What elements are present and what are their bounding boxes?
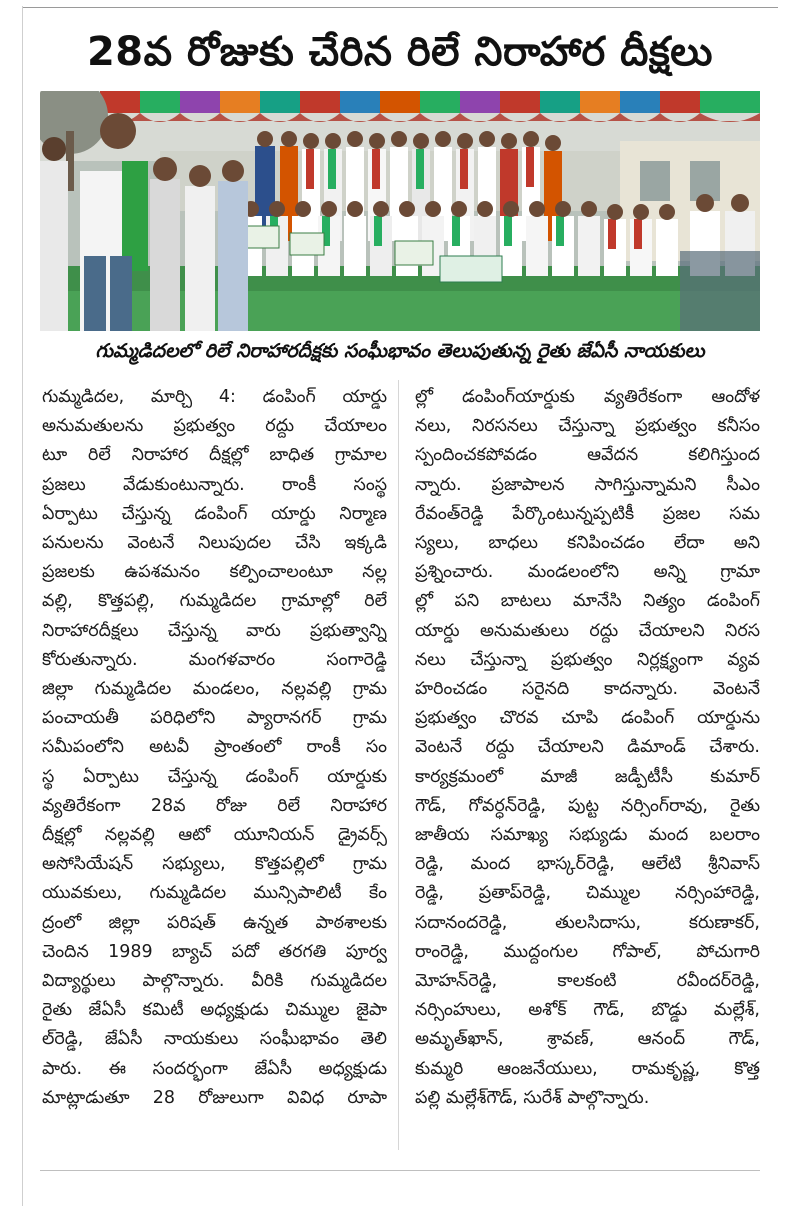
text-line: గౌడ్, గోవర్ధన్‌రెడ్డి, పుట్ట నర్సింగ్‌రావు, రైతు	[415, 795, 760, 816]
text-line: రెడ్డి, ప్రతాప్‌రెడ్డి, చిమ్ముల నర్సింహారెడ్డి,	[415, 883, 760, 904]
news-photo	[40, 91, 760, 331]
text-line: అనుమతులను ప్రభుత్వం రద్దు చేయాలం	[42, 416, 387, 437]
text-line: హరించడం సరైనది కాదన్నారు. వెంటనే	[415, 679, 760, 700]
article-column-left	[42, 383, 387, 1113]
text-line: గుమ్మడిదల, మార్చి 4: డంపింగ్ యార్డు	[42, 387, 387, 407]
text-line: నలు చేస్తున్నా ప్రభుత్వం నిర్లక్ష్యంగా వ్యవ	[415, 649, 760, 670]
text-line: స్థ ఏర్పాటు చేస్తున్న డంపింగ్ యార్డుకు	[42, 766, 387, 787]
text-line: జాతీయ సమాఖ్య సభ్యుడు మంద బలరాం	[415, 825, 760, 846]
text-line: రెడ్డి, మంద భాస్కర్‌రెడ్డి, ఆలేటి శ్రీనివాస్	[415, 854, 760, 875]
text-line: ద్రంలో జిల్లా పరిషత్ ఉన్నత పాఠశాలకు	[42, 912, 387, 933]
text-line: సమీపంలోని అటవీ ప్రాంతంలో రాంకీ సం	[42, 737, 387, 758]
text-line: వెంటనే రద్దు చేయాలని డిమాండ్ చేశారు.	[415, 737, 760, 758]
text-line: నలు, నిరసనలు చేస్తున్నా ప్రభుత్వం కనీసం	[415, 416, 760, 437]
headline: 28వ రోజుకు చేరిన రిలే నిరాహార దీక్షలు	[86, 29, 714, 75]
column-divider	[398, 380, 399, 1150]
text-line: జిల్లా గుమ్మడిదల మండలం, నల్లవల్లి గ్రామ	[42, 679, 387, 700]
text-line: కార్యక్రమంలో మాజీ జడ్పీటీసీ కుమార్	[415, 766, 760, 787]
text-line: రైతు జేఏసీ కమిటీ అధ్యక్షుడు చిమ్ముల జైపా	[42, 1000, 387, 1021]
text-line: రాంరెడ్డి, ముద్దంగుల గోపాల్, పోచుగారి	[415, 941, 760, 962]
text-line: వ్యతిరేకంగా 28వ రోజు రిలే నిరాహార	[42, 795, 387, 816]
text-line: పల్లి మల్లేశ్‌గౌడ్, సురేశ్ పాల్గొన్నారు.	[415, 1087, 650, 1108]
text-line: ల్‌రెడ్డి, జేఏసీ నాయకులు సంఘీభావం తెలి	[42, 1029, 387, 1050]
text-line: న్నారు. ప్రజాపాలన సాగిస్తున్నామని సీఎం	[415, 474, 760, 495]
bottom-rule	[40, 1170, 760, 1171]
text-line: పారు. ఈ సందర్భంగా జేఏసీ అధ్యక్షుడు	[42, 1058, 387, 1079]
text-line: విద్యార్థులు పాల్గొన్నారు. వీరికి గుమ్మడిదల	[42, 971, 387, 992]
text-line: ఏర్పాటు చేస్తున్న డంపింగ్ యార్డు నిర్మాణ	[42, 503, 387, 524]
text-line: టూ రిలే నిరాహార దీక్షల్లో బాధిత గ్రామాల	[42, 445, 387, 466]
text-line: ల్లో పని బాటలు మానేసి నిత్యం డంపింగ్	[415, 591, 760, 612]
text-line: సదానందరెడ్డి, తులసిదాసు, కరుణాకర్,	[415, 912, 760, 933]
text-line: నర్సింహులు, అశోక్ గౌడ్, బొడ్డు మల్లేశ్,	[415, 1000, 760, 1021]
article-column-right	[415, 383, 760, 1113]
text-line: దీక్షల్లో నల్లవల్లి ఆటో యూనియన్ డ్రైవర్స్	[42, 825, 387, 846]
text-line: పంచాయతీ పరిధిలోని ప్యారానగర్ గ్రామ	[42, 708, 387, 729]
text-line: మాట్లాడుతూ 28 రోజులుగా వివిధ రూపా	[42, 1087, 387, 1108]
text-line: ప్రశ్నించారు. మండలంలోని అన్ని గ్రామా	[415, 562, 760, 583]
text-line: ప్రభుత్వం చొరవ చూపి డంపింగ్ యార్డును	[415, 708, 760, 729]
text-line: వల్లి, కొత్తపల్లి, గుమ్మడిదల గ్రామాల్లో రిలే	[42, 591, 387, 612]
text-line: అమృత్‌ఖాన్, శ్రావణ్, ఆనంద్ గౌడ్,	[415, 1029, 760, 1050]
text-line: మోహన్‌రెడ్డి, కాలకంటి రవీందర్‌రెడ్డి,	[415, 971, 760, 992]
text-line: చెందిన 1989 బ్యాచ్ పదో తరగతి పూర్వ	[42, 941, 387, 962]
text-line: పనులను వెంటనే నిలుపుదల చేసి ఇక్కడి	[42, 533, 387, 554]
text-line: స్యలు, బాధలు కనిపించడం లేదా అని	[415, 533, 760, 554]
text-line: యువకులు, గుమ్మడిదల మున్సిపాలిటీ కేం	[42, 883, 387, 904]
photo-caption: గుమ్మడిదలలో రిలే నిరాహారదీక్షకు సంఘీభావం తెలుపుతున్న రైతు జేఏసీ నాయకులు	[95, 340, 705, 362]
text-line: కుమ్మరి ఆంజనేయులు, రామకృష్ణ, కొత్త	[415, 1058, 760, 1079]
text-line: అసోసియేషన్ సభ్యులు, కొత్తపల్లిలో గ్రామ	[42, 854, 387, 875]
text-line: స్పందించకపోవడం ఆవేదన కలిగిస్తుంద	[415, 445, 760, 466]
text-line: ప్రజలకు ఉపశమనం కల్పించాలంటూ నల్ల	[42, 562, 387, 583]
text-line: రేవంత్‌రెడ్డి పేర్కొంటున్నప్పటికీ ప్రజల సమ	[415, 503, 760, 524]
text-line: నిరాహారదీక్షలు చేస్తున్న వారు ప్రభుత్వాన్ని	[42, 620, 387, 641]
text-line: ల్లో డంపింగ్‌యార్డుకు వ్యతిరేకంగా ఆందోళ	[415, 387, 760, 407]
text-line: కోరుతున్నారు. మంగళవారం సంగారెడ్డి	[42, 649, 387, 670]
text-line: యార్డు అనుమతులు రద్దు చేయాలని నిరస	[415, 620, 760, 641]
text-line: ప్రజలు వేడుకుంటున్నారు. రాంకీ సంస్థ	[42, 474, 387, 495]
